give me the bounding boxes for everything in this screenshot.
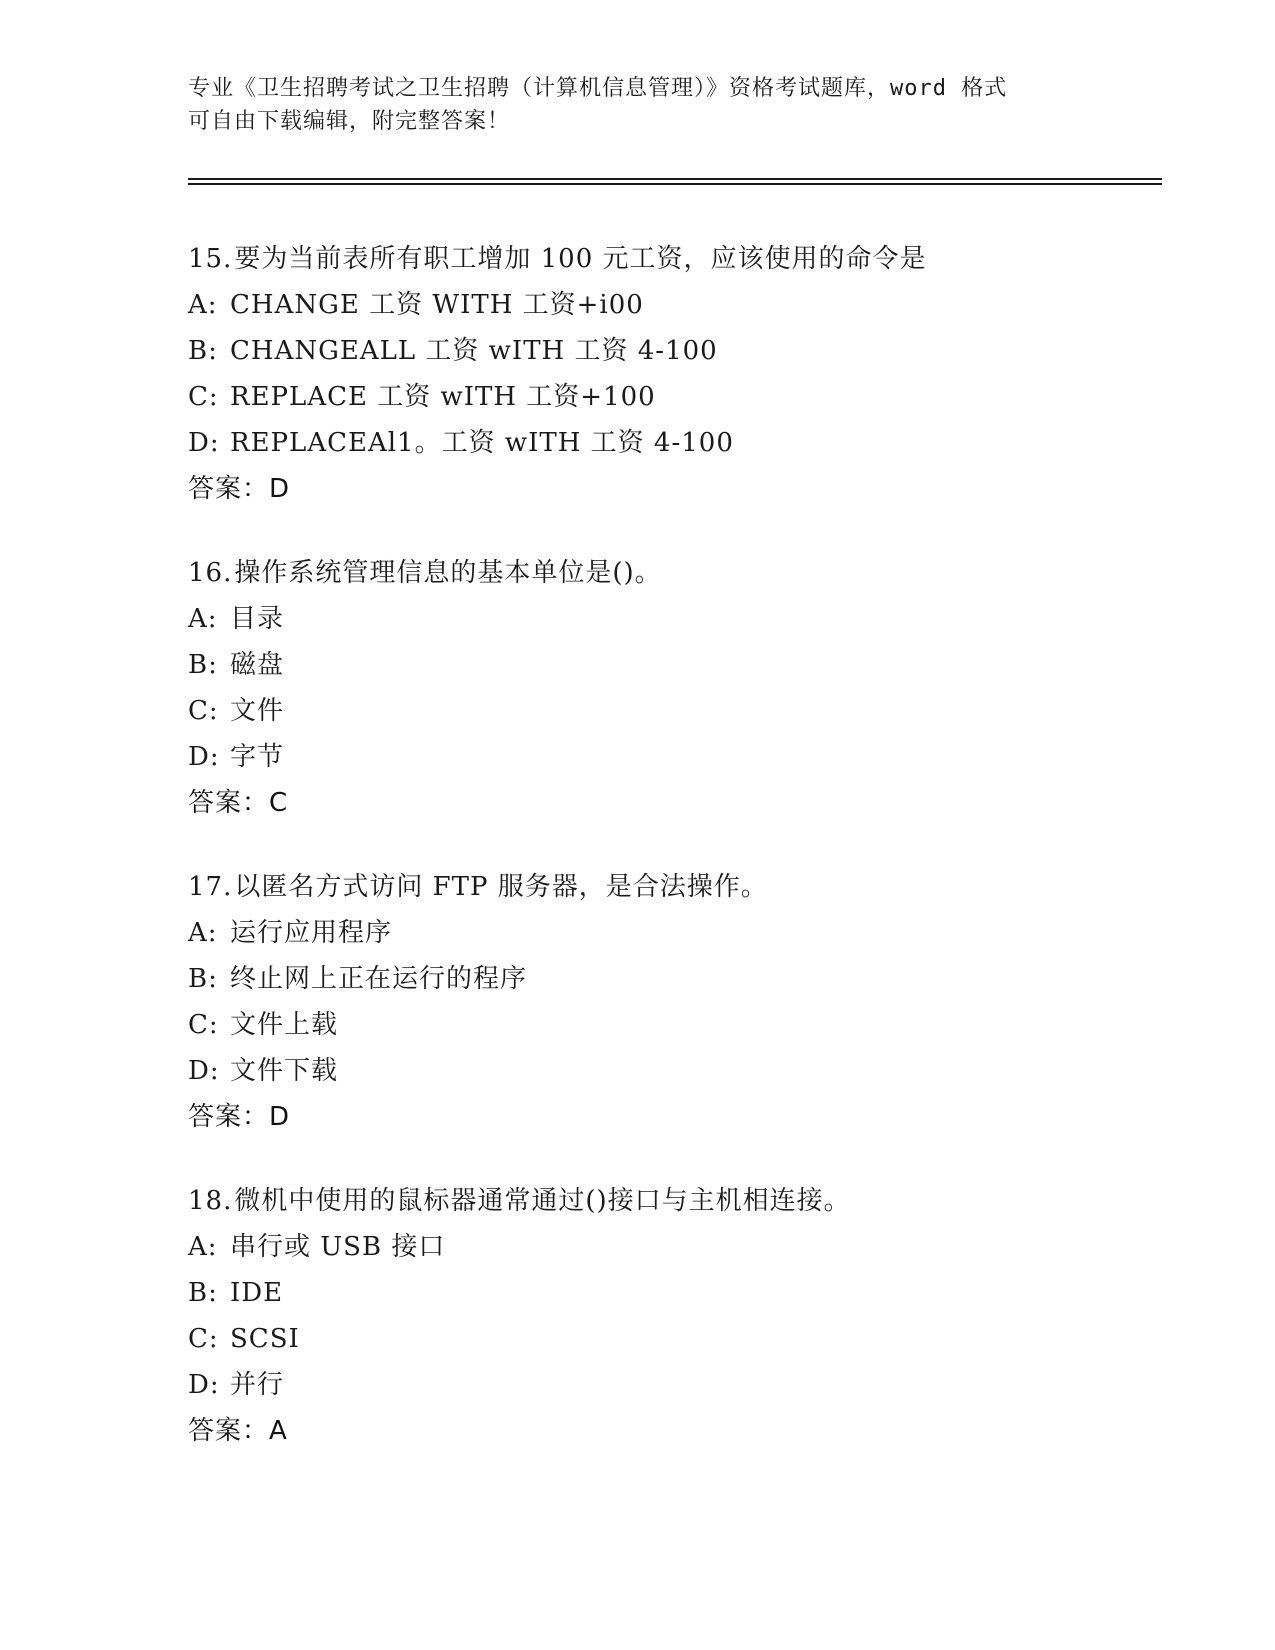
option-key: C: xyxy=(188,696,219,726)
option-key: A: xyxy=(188,604,218,634)
option-text: CHANGE 工资 WITH 工资+i00 xyxy=(230,290,644,320)
header-divider-bottom xyxy=(188,183,1162,185)
option-c xyxy=(188,688,1168,734)
option-b xyxy=(188,1270,1168,1316)
option-b xyxy=(188,956,1168,1002)
answer-label: 答案： xyxy=(188,788,270,818)
answer-value: C xyxy=(269,788,289,818)
option-text: REPLACE 工资 wITH 工资+100 xyxy=(230,382,656,412)
option-text: REPLACEAl1。工资 wITH 工资 4-100 xyxy=(230,428,734,458)
question-number: 15. xyxy=(188,244,233,274)
option-d xyxy=(188,734,1168,780)
option-key: D: xyxy=(188,1370,220,1400)
option-d xyxy=(188,420,1168,466)
option-key: A: xyxy=(188,1232,218,1262)
question-stem xyxy=(188,1178,1168,1224)
option-key: D: xyxy=(188,1056,220,1086)
answer xyxy=(188,1094,1168,1140)
option-a xyxy=(188,596,1168,642)
question-text: 操作系统管理信息的基本单位是()。 xyxy=(234,558,662,588)
question-18 xyxy=(188,1178,1168,1454)
question-stem xyxy=(188,236,1168,282)
answer-label: 答案： xyxy=(188,474,270,504)
option-key: C: xyxy=(188,1324,219,1354)
option-text: SCSI xyxy=(230,1324,300,1354)
option-key: B: xyxy=(188,1278,218,1308)
header-line-2: 可自由下载编辑，附完整答案！ xyxy=(188,109,511,134)
answer-label: 答案： xyxy=(188,1416,270,1446)
option-text: 运行应用程序 xyxy=(230,918,393,948)
option-text: 并行 xyxy=(230,1370,285,1400)
answer xyxy=(188,1408,1168,1454)
header-divider-top xyxy=(188,178,1162,180)
question-text: 以匿名方式访问 FTP 服务器，是合法操作。 xyxy=(234,872,768,902)
question-16 xyxy=(188,550,1168,826)
option-text: 文件上载 xyxy=(230,1010,339,1040)
option-b xyxy=(188,642,1168,688)
question-text: 微机中使用的鼠标器通常通过()接口与主机相连接。 xyxy=(234,1186,851,1216)
document-header xyxy=(188,72,1088,138)
option-key: A: xyxy=(188,290,218,320)
option-key: B: xyxy=(188,964,218,994)
option-key: A: xyxy=(188,918,218,948)
answer-value: D xyxy=(269,1102,291,1132)
option-text: 串行或 USB 接口 xyxy=(230,1232,446,1262)
option-key: C: xyxy=(188,1010,219,1040)
option-key: B: xyxy=(188,336,218,366)
question-17 xyxy=(188,864,1168,1140)
option-text: 磁盘 xyxy=(230,650,285,680)
option-text: 文件 xyxy=(230,696,285,726)
option-text: 字节 xyxy=(230,742,285,772)
option-text: 文件下载 xyxy=(230,1056,339,1086)
question-stem xyxy=(188,550,1168,596)
option-a xyxy=(188,1224,1168,1270)
answer xyxy=(188,466,1168,512)
header-line-1: 专业《卫生招聘考试之卫生招聘（计算机信息管理）》资格考试题库，word 格式 xyxy=(188,76,1008,101)
answer xyxy=(188,780,1168,826)
option-key: D: xyxy=(188,742,220,772)
question-stem xyxy=(188,864,1168,910)
question-number: 18. xyxy=(188,1186,233,1216)
option-key: B: xyxy=(188,650,218,680)
option-a xyxy=(188,282,1168,328)
question-number: 16. xyxy=(188,558,233,588)
option-a xyxy=(188,910,1168,956)
option-d xyxy=(188,1362,1168,1408)
option-key: C: xyxy=(188,382,219,412)
question-number: 17. xyxy=(188,872,233,902)
answer-label: 答案： xyxy=(188,1102,270,1132)
option-c xyxy=(188,1316,1168,1362)
option-c xyxy=(188,374,1168,420)
answer-value: D xyxy=(269,474,291,504)
question-list xyxy=(188,236,1168,1492)
question-15 xyxy=(188,236,1168,512)
option-text: IDE xyxy=(230,1278,284,1308)
option-d xyxy=(188,1048,1168,1094)
option-c xyxy=(188,1002,1168,1048)
option-text: CHANGEALL 工资 wITH 工资 4-100 xyxy=(230,336,718,366)
answer-value: A xyxy=(269,1416,288,1446)
option-text: 终止网上正在运行的程序 xyxy=(230,964,528,994)
option-key: D: xyxy=(188,428,220,458)
option-text: 目录 xyxy=(230,604,285,634)
question-text: 要为当前表所有职工增加 100 元工资，应该使用的命令是 xyxy=(234,244,927,274)
option-b xyxy=(188,328,1168,374)
